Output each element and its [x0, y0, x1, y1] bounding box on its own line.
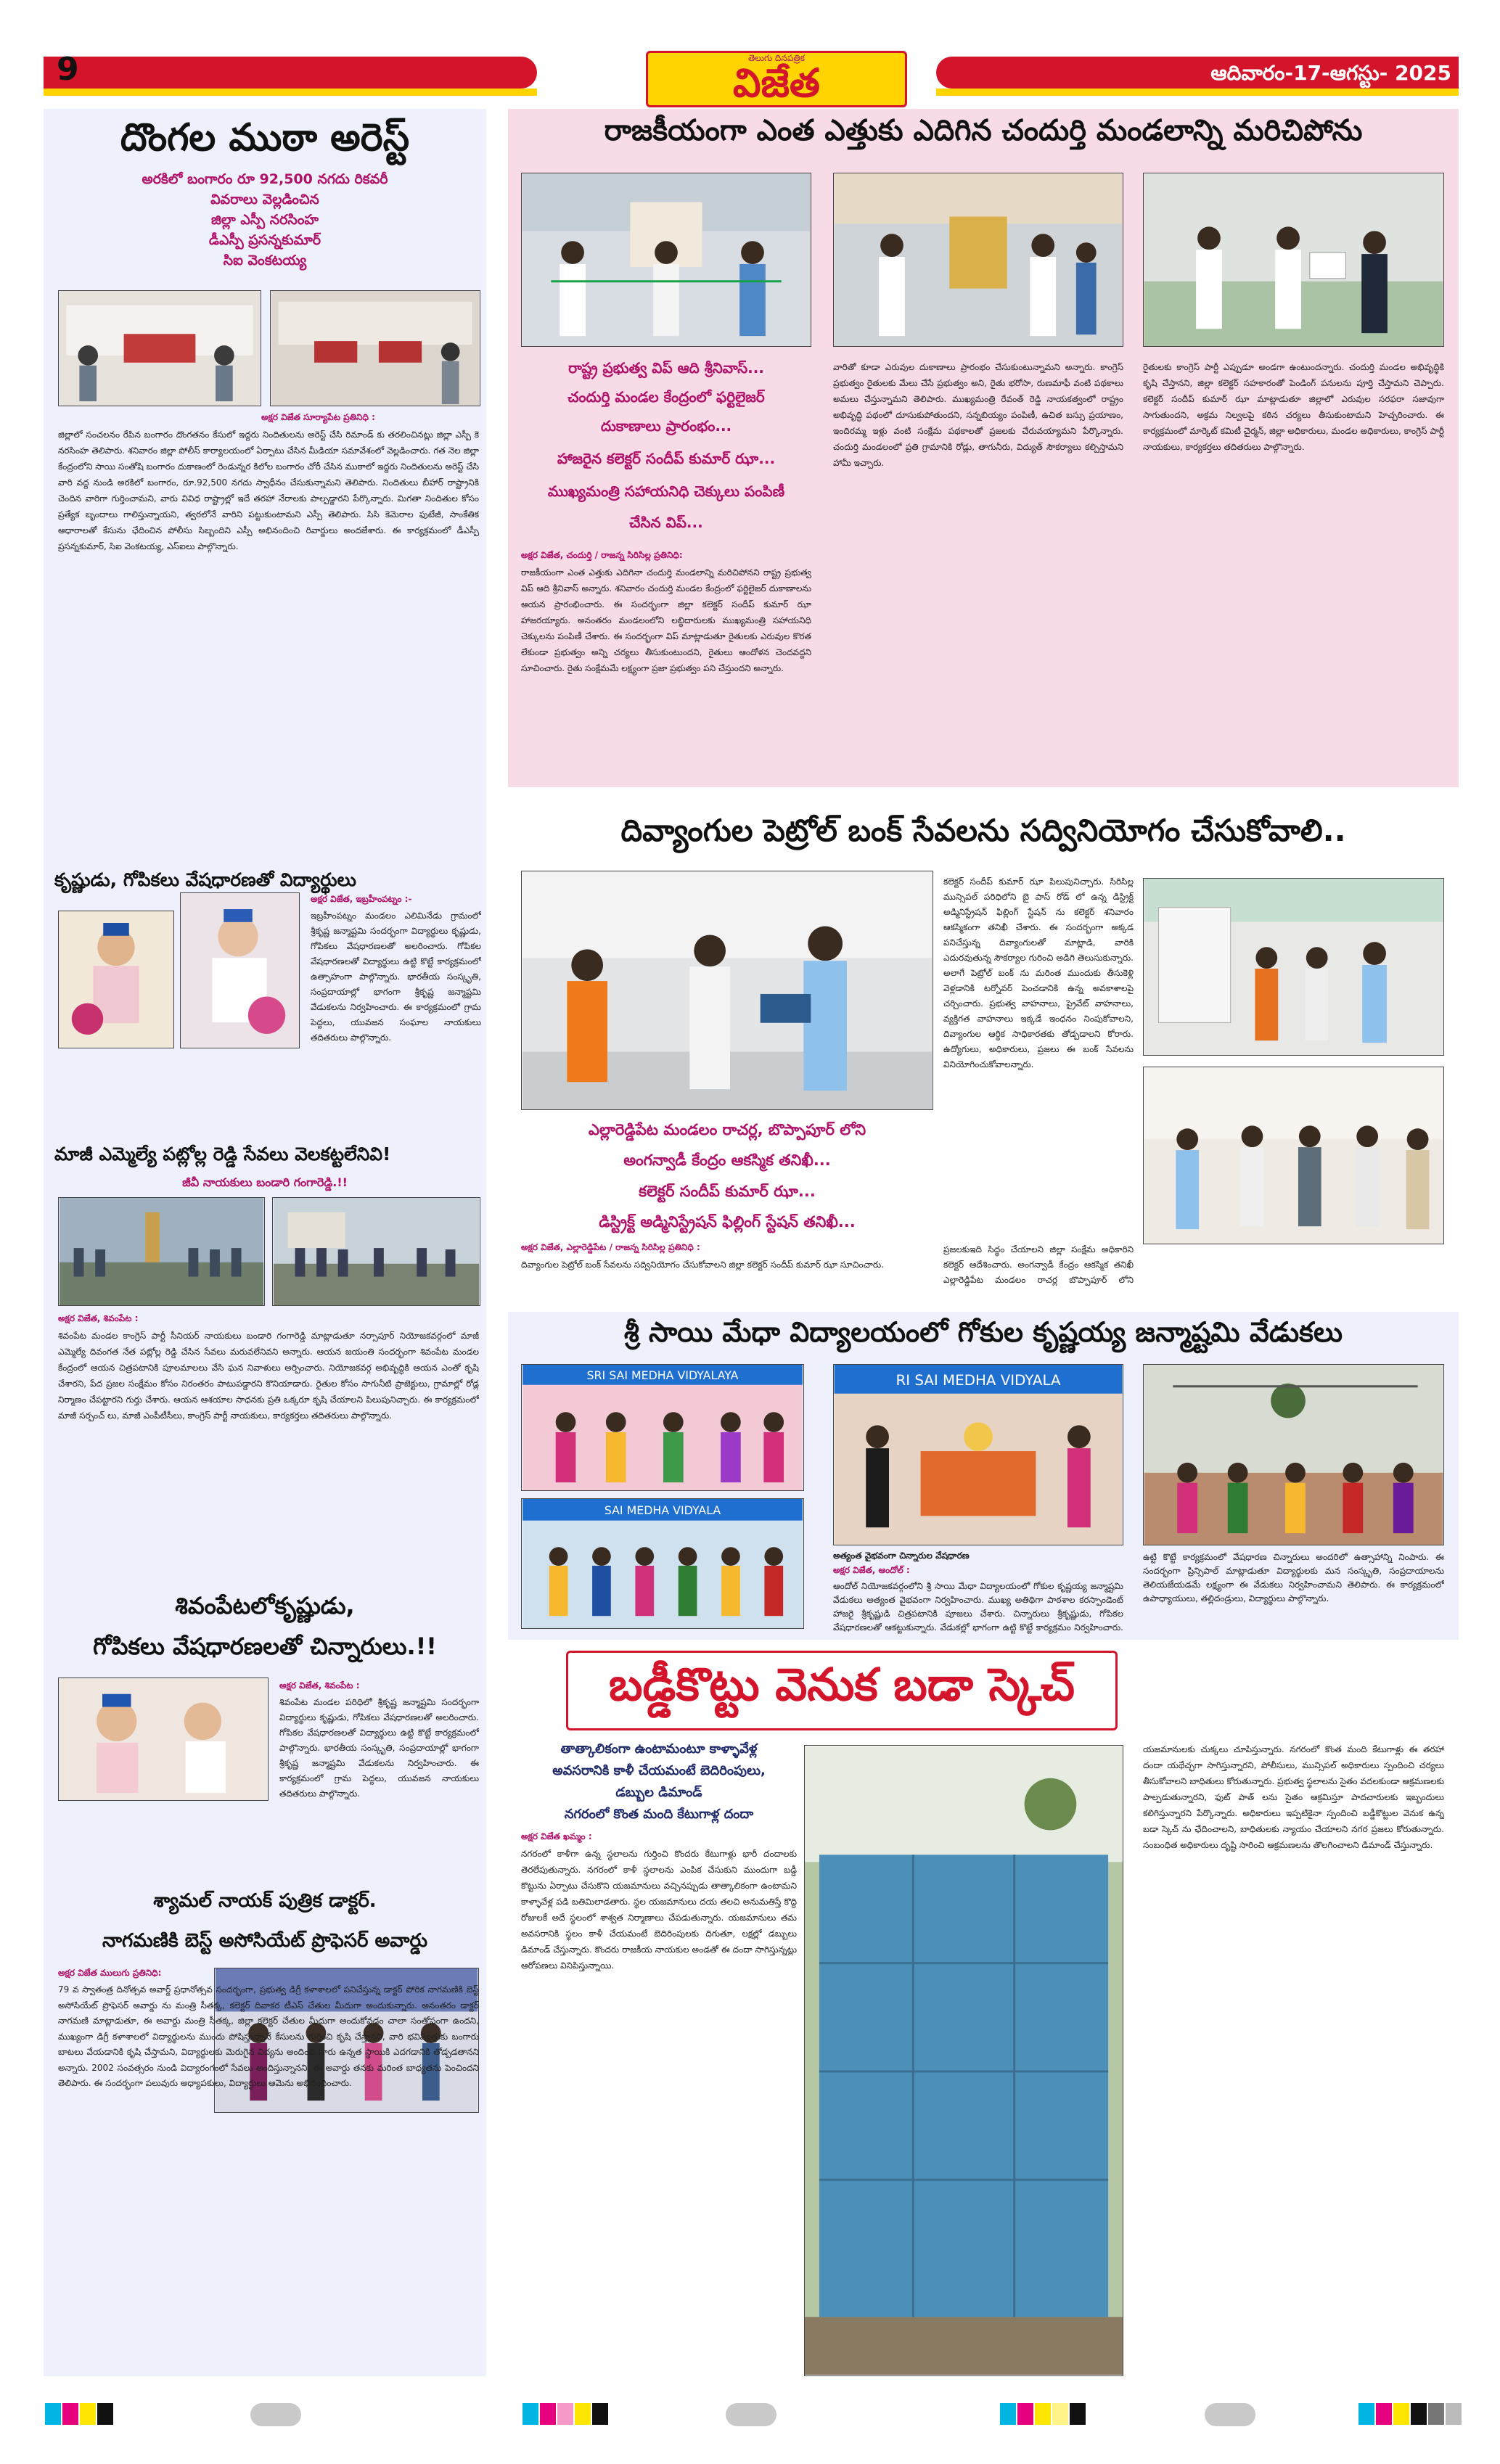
- reg-black-2: [592, 2403, 608, 2425]
- dongala-body: జిల్లాలో సంచలనం రేపిన బంగారం దొంగతనం కేసులో ఇద్దరు నిందితులను అరెస్ట్ చేసి రిమాండ్ కు తరలించినట్లు జిల్లా ఎస్పీ కె నరసింహ తెలిపారు. శనివారం జిల్లా పోలీస్ కార్యాలయంలో ఏర్పాటు చేసిన మీడియా సమావేశంలో వెల్లడించారు. గత నెల జిల్లా కేంద్రంలోని సాయి సంతోషి బంగారం దుకాణంలో రెండున్నర కిలోల బంగారం చోరీ చేసిన ముఠాలో ఇద్దరు నిందితులను అరెస్ట్ చేసి వారి వద్ద నుండి అరకిలో బంగారం, రూ.92,500 నగదు స్వాధీనం చేసుకున్నామని తెలిపారు. నిందితులు బీహార్ రాష్ట్రానికి చెందిన వారిగా గుర్తించామని, వారు వివిధ రాష్ట్రాల్లో ఇదే తరహా నేరాలకు పాల్పడ్డారని పేర్కొన్నారు. మిగతా నిందితుల కోసం ప్రత్యేక బృందాలు గాలిస్తున్నాయని, త్వరలోనే వారిని పట్టుకుంటామని ఎస్పీ తెలిపారు. సిసి కెమెరాల ఫుటేజీ, సాంకేతిక ఆధారాలతో కేసును ఛేదించిన పోలీసు సిబ్బందిని ఎస్పీ అభినందించి రివార్డులు అందజేశారు. ఈ కార్యక్రమంలో డీఎస్పీ ప్రసన్నకుమార్, సిఐ వెంకటయ్య, ఎస్ఐలు పాల్గొన్నారు.: [58, 430, 479, 551]
- divyang-col-2: ప్రజలకుఇది సిద్ధం చేయాలని జిల్లా సంక్షేమ అధికారిని కలెక్టర్ ఆదేశించారు. అంగన్వాడీ కేంద్రం ఆకస్మిక తనిఖీ ఎల్లారెడ్డిపేట మండలం రాచర్ల బొప్పాపూర్ లోని: [943, 1244, 1134, 1285]
- divyang-byline: అక్షర విజేత, ఎల్లారెడ్డిపేట / రాజన్న సిరిసిల్ల ప్రతినిధి :: [521, 1242, 700, 1252]
- reg-yellow-4: [1393, 2403, 1409, 2425]
- krishna1-byline: అక్షర విజేత, ఇబ్రహీంపట్నం :-: [311, 894, 412, 904]
- dongala-line-2: వివరాలు వెల్లడించిన: [210, 192, 319, 208]
- gokul-photo-2: [833, 1364, 1123, 1545]
- reg-yellow-2: [575, 2403, 591, 2425]
- shyamal-headline-1: శ్యామల్ నాయక్ పుత్రిక డాక్టర్.: [153, 1890, 377, 1912]
- gokul-photo-3: [1143, 1364, 1444, 1545]
- gokul-banner-2: RI SAI MEDHA VIDYALA: [896, 1371, 1061, 1389]
- divyang-col-1: కలెక్టర్ సందీప్ కుమార్ ఝా పిలుపునిచ్చారు. సిరిసిల్ల మున్సిపల్ పరిధిలోని బై పాస్ రోడ్ లో ఉన్న డిస్ట్రిక్ట్ అడ్మినిస్ట్రేషన్ ఫిల్లింగ్ స్టేషన్ ను కలెక్టర్ శనివారం ఆకస్మికంగా తనిఖీ చేశారు. ఈ సందర్భంగా అక్కడ పనిచేస్తున్న దివ్యాంగులతో మాట్లాడి, వారికి ఎదురవుతున్న సౌకర్యాల గురించి అడిగి తెలుసుకున్నారు. అలాగే పెట్రోల్ బంక్ ను మరింత ముందుకు తీసుకెళ్లి వెళ్లడానికి టర్నోవర్ పెంచడానికి ఉన్న అవకాశాలపై చర్చించారు. ప్రభుత్వ వాహనాలు, ప్రైవేట్ వాహనాలు, వ్యక్తిగత వాహనాలు ఇక్కడే ఇంధనం నింపుకోవాలని, దివ్యాంగుల ఆర్థిక సాధికారతకు తోడ్పడాలని కోరారు. ఉద్యోగులు, అధికారులు, ప్రజలు ఈ బంక్ సేవలను వినియోగించుకోవాలన్నారు.: [943, 876, 1134, 1069]
- divyang-caption-2: అంగన్వాడీ కేంద్రం ఆకస్మిక తనిఖీ...: [623, 1151, 831, 1169]
- baddi-deck-1: తాత్కాలికంగా ఉంటామంటూ కాళ్ళావేళ్ల: [560, 1741, 758, 1757]
- chandurthi-col-1: రాజకీయంగా ఎంత ఎత్తుకు ఎదిగినా చందుర్తి మండలాన్ని మరిచిపోనని రాష్ట్ర ప్రభుత్వ విప్ ఆది శ్రీనివాస్ అన్నారు. శనివారం చందుర్తి మండల కేంద్రంలో ఫర్టిలైజర్ దుకాణాలను ఆయన ప్రారంభించారు. ఈ సందర్భంగా జిల్లా కలెక్టర్ సందీప్ కుమార్ ఝా హాజరయ్యారు. అనంతరం మండలంలోని లబ్ధిదారులకు ముఖ్యమంత్రి సహాయనిధి చెక్కులను పంపిణీ చేశారు. ఈ సందర్భంగా విప్ మాట్లాడుతూ రైతులకు ఎరువుల కొరత లేకుండా ప్రభుత్వం అన్ని చర్యలు తీసుకుంటుందని, రైతులు ఆందోళన చెందవద్దని సూచించారు. రైతు సంక్షేమమే లక్ష్యంగా ప్రజా ప్రభుత్వం పని చేస్తుందని అన్నారు.: [521, 567, 811, 673]
- reg-magenta-3: [1017, 2403, 1033, 2425]
- reg-black-1: [97, 2403, 113, 2425]
- dongala-photo-1: [58, 290, 261, 406]
- shivampet-body: శివంపేట మండల పరిధిలో శ్రీకృష్ణ జన్మాష్టమి సందర్భంగా విద్యార్థులు కృష్ణుడు, గోపికలు వేషధారణలతో అలరించారు. గోపికల వేషధారణలతో విద్యార్థులు ఉట్టి కొట్టే కార్యక్రమంలో పాల్గొన్నారు. భారతీయ సంస్కృతి, సంప్రదాయాల్లో భాగంగా శ్రీకృష్ణ జన్మాష్టమి వేడుకలను నిర్వహించారు. ఈ కార్యక్రమంలో గ్రామ పెద్దలు, యువజన నాయకులు తదితరులు పాల్గొన్నారు.: [279, 1697, 479, 1799]
- shyamal-headline-2: నాగమణికి బెస్ట్ అసోసియేట్ ప్రొఫెసర్ అవార్డు: [102, 1930, 427, 1952]
- divyang-intro: దివ్యాంగుల పెట్రోల్ బంక్ సేవలను సద్వినియోగం చేసుకోవాలని జిల్లా కలెక్టర్ సందీప్ కుమార్ ఝా సూచించారు.: [521, 1260, 884, 1270]
- krishna1-photo-1: [58, 911, 174, 1048]
- chandurthi-col-2: వారితో కూడా ఎరువుల దుకాణాలు ప్రారంభం చేసుకుంటున్నామని అన్నారు. కాంగ్రెస్ ప్రభుత్వం రైతులకు మేలు చేసే ప్రభుత్వం అని, రైతు భరోసా, రుణమాఫీ వంటి పథకాలు అమలు చేస్తున్నామని తెలిపారు. ముఖ్యమంత్రి రేవంత్ రెడ్డి నాయకత్వంలో రాష్ట్రం అభివృద్ధి పథంలో దూసుకుపోతుందని, సన్నబియ్యం పంపిణీ, ఉచిత బస్సు ప్రయాణం, ఇందిరమ్మ ఇళ్లు వంటి సంక్షేమ పథకాలతో ప్రజలకు చేరువయ్యామని పేర్కొన్నారు. చందుర్తి మండలంలో ప్రతి గ్రామానికి రోడ్లు, తాగునీరు, విద్యుత్ సౌకర్యాలు కల్పిస్తామని హామీ ఇచ్చారు.: [833, 362, 1123, 468]
- chandurthi-caption-4: హాజరైన కలెక్టర్ సందీప్ కుమార్ ఝా...: [557, 450, 776, 467]
- maji-headline: మాజీ ఎమ్మెల్యే పట్లోల్ల రెడ్డి సేవలు వెలకట్టలేనివి!: [54, 1143, 391, 1165]
- shyamal-body: 79 వ స్వాతంత్ర దినోత్సవ అవార్డ్ ప్రధానోత్సవ సందర్భంగా, ప్రభుత్వ డిగ్రీ కళాశాలలో పనిచేస్తున్న డాక్టర్ పోరిక నాగమణికి బెస్ట్ అసోసియేట్ ప్రొఫెసర్ అవార్డు ను మంత్రి సీతక్క, కలెక్టర్ దివాకర టీఎస్ చేతుల మీదుగా అందుకున్నారు. అనంతరం డాక్టర్ నాగమణి మాట్లాడుతూ, ఈ అవార్డు మంత్రి సీతక్క, జిల్లా కలెక్టర్ చేతుల మీదుగా అందుకోవడం చాలా సంతోషంగా ఉందని, ముఖ్యంగా డిగ్రీ కళాశాలలో విద్యార్థులను ముందు పోషిస్తున్నానే కేసులను గుర్తించి కృషి చేస్తానని, వారి భవిష్యత్తుకు బంగారు బాటలు వేయడానికి కృషి చేస్తామని, విద్యార్థులకు మెరుగైన విద్యను అందించి వారు ఉన్నత స్థాయికి ఎదగడానికి తోడ్పడతానని అన్నారు. 2002 సంవత్సరం నుండి విద్యారంగంలో సేవలు అందిస్తున్నానని, ఈ అవార్డు తనకు మరింత బాధ్యతను పెంచిందని తెలిపారు. ఈ సందర్భంగా పలువురు అధ్యాపకులు, విద్యార్థులు ఆమెను అభినందించారు.: [58, 1984, 479, 2088]
- divyang-headline: దివ్యాంగుల పెట్రోల్ బంక్ సేవలను సద్వినియోగం చేసుకోవాలి..: [620, 813, 1346, 848]
- reg-pill-2: [726, 2403, 776, 2426]
- chandurthi-headline: రాజకీయంగా ఎంత ఎత్తుకు ఎదిగిన చందుర్తి మండలాన్ని మరిచిపోను: [604, 114, 1363, 147]
- chandurthi-caption-6: చేసిన విప్...: [629, 514, 703, 531]
- dongala-byline: అక్షర విజేత సూర్యాపేట ప్రతినిధి :: [261, 412, 375, 422]
- dongala-photo-2: [270, 290, 480, 406]
- baddi-byline: అక్షర విజేత ఖమ్మం :: [521, 1831, 592, 1841]
- gokul-photo-1: [521, 1364, 804, 1491]
- masthead-left-band: [44, 57, 537, 89]
- reg-black-4: [1411, 2403, 1427, 2425]
- dongala-line-4: డీఎస్పీ ప్రసన్నకుమార్: [208, 232, 321, 248]
- gokul-byline: అక్షర విజేత, ఆందోల్ :: [833, 1565, 910, 1575]
- krishna1-headline: కృష్ణుడు, గోపికలు వేషధారణతో విద్యార్థులు: [54, 869, 356, 890]
- chandurthi-caption-2: చందుర్తి మండల కేంద్రంలో ఫర్టిలైజర్: [567, 388, 765, 406]
- baddi-col-1: నగరంలో కాళీగా ఉన్న స్థలాలను గుర్తించి కొందరు కేటుగాళ్లు భారీ దందాలకు తెరలేపుతున్నారు. నగరంలో కాళీ స్థలాలను ఎంపిక చేసుకుని ముందుగా బడ్డీ కొట్టును ఏర్పాటు చేసుకొని యజమానులు వచ్చినప్పుడు తాత్కాలికంగా ఉంటామని కాళ్ళావేళ్ల పడి బతిమిలాడతారు. స్థల యజమానులు దయ తలచి అనుమతిస్తే కొద్ది రోజులకే అదే స్థలంలో శాశ్వత నిర్మాణాలు చేపడుతున్నారు. యజమానులు తమ అవసరానికి స్థలం కాళీ చేయమంటే బెదిరింపులకు దిగుతూ, లక్షల్లో డబ్బులు డిమాండ్ చేస్తున్నారు. కొందరు రాజకీయ నాయకుల అండతో ఈ దందా సాగిస్తున్నట్లు ఆరోపణలు వినిపిస్తున్నాయి.: [521, 1849, 797, 1971]
- maji-photo-2: [272, 1197, 480, 1306]
- reg-cyan-3: [1000, 2403, 1016, 2425]
- issue-date: ఆదివారం-17-ఆగస్టు- 2025: [1210, 61, 1451, 85]
- baddi-photo: [804, 1745, 1123, 2376]
- maji-photo-1: [58, 1197, 265, 1306]
- reg-pink-2: [557, 2403, 573, 2425]
- gokul-col-2: ఆందోల్ నియోజకవర్గంలోని శ్రీ సాయి మేధా విద్యాలయంలో గోకుల కృష్ణయ్య జన్మాష్టమి వేడుకలు అత్యంత వైభవంగా నిర్వహించారు. ముఖ్య అతిథిగా పాఠశాల కరస్పాండెంట్ హాజరై శ్రీకృష్ణుడి చిత్రపటానికి పూజలు చేశారు. చిన్నారులు శ్రీకృష్ణుడు, గోపికల వేషధారణలతో ఆకట్టుకున్నారు. వేడుకల్లో భాగంగా ఉట్టి కొట్టే కార్యక్రమం నిర్వహించారు.: [833, 1581, 1123, 1633]
- maji-byline: అక్షర విజేత, శివంపేట :: [58, 1313, 139, 1323]
- shivampet-photo: [58, 1677, 269, 1801]
- chandurthi-caption-3: దుకాణాలు ప్రారంభం...: [600, 417, 732, 435]
- reg-magenta-2: [540, 2403, 556, 2425]
- gokul-headline: శ్రీ సాయి మేధా విద్యాలయంలో గోకుల కృష్ణయ్య జన్మాష్టమి వేడుకలు: [623, 1316, 1343, 1348]
- reg-pill-3: [1205, 2403, 1255, 2426]
- dongala-headline: దొంగల ముఠా అరెస్ట్: [120, 116, 410, 160]
- krishna1-photo-2: [180, 892, 300, 1048]
- logo-tag: తెలుగు దినపత్రిక: [747, 53, 806, 63]
- maji-sub: జీవీ నాయకులు బండారి గంగారెడ్డి.!!: [182, 1175, 348, 1189]
- chandurthi-photo-1: [521, 173, 811, 347]
- chandurthi-caption-1: రాష్ట్ర ప్రభుత్వ విప్ ఆది శ్రీనివాస్...: [568, 359, 764, 377]
- shivampet-headline-2: గోపికలు వేషధారణలతో చిన్నారులు.!!: [93, 1633, 437, 1660]
- dongala-line-1: అరకిలో బంగారం రూ 92,500 నగదు రికవరీ: [142, 171, 388, 187]
- dongala-line-3: జిల్లా ఎస్పీ నరసింహ: [211, 212, 319, 228]
- maji-body: శివంపేట మండల కాంగ్రెస్ పార్టీ సీనియర్ నాయకులు బండారి గంగారెడ్డి మాట్లాడుతూ నర్సాపూర్ నియోజకవర్గంలో మాజీ ఎమ్మెల్యే దివంగత నేత పట్లోల్ల రెడ్డి చేసిన సేవలు మరువలేనివని అన్నారు. ఆయన జయంతి సందర్భంగా శివంపేట మండల కేంద్రంలో ఆయన చిత్రపటానికి పూలమాలలు వేసి ఘన నివాళులు అర్పించారు. నియోజకవర్గ అభివృద్ధికి ఆయన ఎంతో కృషి చేశారని, పేద ప్రజల సంక్షేమం కోసం నిరంతరం పాటుపడ్డారని కొనియాడారు. రైతుల కోసం సాగునీటి ప్రాజెక్టులు, గ్రామాల్లో రోడ్ల నిర్మాణం చేపట్టారని గుర్తు చేశారు. ఆయన ఆశయాల సాధనకు ప్రతి ఒక్కరూ కృషి చేయాలని పిలుపునిచ్చారు. ఈ కార్యక్రమంలో మాజీ సర్పంచ్ లు, మాజీ ఎంపీటీసీలు, కాంగ్రెస్ పార్టీ నాయకులు, కార్యకర్తలు తదితరులు పాల్గొన్నారు.: [58, 1331, 479, 1421]
- reg-magenta-4: [1376, 2403, 1392, 2425]
- logo-text: విజేత: [733, 60, 820, 106]
- masthead: [44, 51, 1459, 112]
- dongala-line-5: సిఐ వెంకటయ్య: [223, 252, 307, 268]
- gokul-banner-3: SAI MEDHA VIDYALA: [604, 1503, 721, 1517]
- divyang-caption-1: ఎల్లారెడ్డిపేట మండలం రాచర్ల, బొప్పాపూర్ లోని: [588, 1121, 866, 1138]
- chandurthi-caption-5: ముఖ్యమంత్రి సహాయనిధి చెక్కులు పంపిణీ: [547, 482, 785, 500]
- gokul-photo-4: [521, 1498, 804, 1629]
- divyang-photo-3: [1143, 1067, 1444, 1244]
- chandurthi-col-3: రైతులకు కాంగ్రెస్ పార్టీ ఎప్పుడూ అండగా ఉంటుందన్నారు. చందుర్తి మండల అభివృద్ధికి కృషి చేస్తానని, జిల్లా కలెక్టర్ సహకారంతో పెండింగ్ పనులను పూర్తి చేస్తామని చెప్పారు. కలెక్టర్ సందీప్ కుమార్ ఝా మాట్లాడుతూ జిల్లాలో ఎరువుల సరఫరా సజావుగా సాగుతుందని, అక్రమ నిల్వలపై కఠిన చర్యలు తీసుకుంటామని హెచ్చరించారు. ఈ కార్యక్రమంలో మార్కెట్ కమిటీ చైర్మన్, జిల్లా అధికారులు, మండల అధికారులు, కాంగ్రెస్ పార్టీ నాయకులు, కార్యకర్తలు తదితరులు పాల్గొన్నారు.: [1143, 362, 1444, 452]
- reg-yellow-3: [1035, 2403, 1051, 2425]
- baddi-col-2: యజమానులకు చుక్కలు చూపిస్తున్నారు. నగరంలో కొంత మంది కేటుగాళ్లు ఈ తరహా దందా యథేచ్ఛగా సాగిస్తున్నారని, పోలీసులు, మున్సిపల్ అధికారులు స్పందించి చర్యలు తీసుకోవాలని బాధితులు కోరుతున్నారు. ప్రభుత్వ స్థలాలను సైతం వదలకుండా ఆక్రమణలకు పాల్పడుతున్నారని, ఫుట్ పాత్ లను సైతం ఆక్రమిస్తూ పాదచారులకు ఇబ్బందులు కలిగిస్తున్నారని పేర్కొన్నారు. అధికారులు ఇప్పటికైనా స్పందించి బడ్డీకొట్టుల వెనుక ఉన్న బడా స్కెచ్ ను ఛేదించాలని, బాధితులకు న్యాయం చేయాలని నగర ప్రజలు కోరుతున్నారు. సంబంధిత అధికారులు దృష్టి సారించి ఆక్రమణలను తొలగించాలని డిమాండ్ చేస్తున్నారు.: [1143, 1744, 1444, 1850]
- divyang-caption-3: కలెక్టర్ సందీప్ కుమార్ ఝా...: [639, 1183, 816, 1200]
- reg-cyan-1: [45, 2403, 61, 2425]
- gokul-banner-1: SRI SAI MEDHA VIDYALAYA: [586, 1368, 739, 1382]
- reg-yellow-1: [80, 2403, 96, 2425]
- reg-black-3: [1070, 2403, 1086, 2425]
- divyang-photo-main: [521, 871, 933, 1110]
- shyamal-byline: అక్షర విజేత ములుగు ప్రతినిధి:: [58, 1968, 162, 1978]
- divyang-photo-2: [1143, 878, 1444, 1056]
- masthead-logo: [646, 51, 907, 107]
- gokul-col-3: ఉట్టి కొట్టే కార్యక్రమంలో వేషధారణ చిన్నారులు అందరిలో ఉత్సాహాన్ని నింపారు. ఈ సందర్భంగా ప్రిన్సిపాల్ మాట్లాడుతూ విద్యార్థులకు మన సంస్కృతి, సంప్రదాయాలను తెలియజేయడమే లక్ష్యంగా ఈ వేడుకలు నిర్వహించామని తెలిపారు. ఈ కార్యక్రమంలో ఉపాధ్యాయులు, తల్లిదండ్రులు, విద్యార్థులు పాల్గొన్నారు.: [1143, 1552, 1444, 1603]
- chandurthi-photo-2: [833, 173, 1123, 347]
- reg-cyan-4: [1358, 2403, 1374, 2425]
- reg-magenta-1: [62, 2403, 78, 2425]
- reg-gray-4: [1428, 2403, 1444, 2425]
- masthead-left-band-yellow: [44, 89, 537, 96]
- reg-cyan-2: [522, 2403, 538, 2425]
- krishna1-body: ఇబ్రహీంపట్నం మండలం ఎలిమినేడు గ్రామంలో శ్రీకృష్ణ జన్మాష్టమి సందర్భంగా విద్యార్థులు కృష్ణుడు, గోపికలు వేషధారణలతో అలరించారు. గోపికల వేషధారణలతో విద్యార్థులు ఉట్టి కొట్టే కార్యక్రమంలో ఉత్సాహంగా పాల్గొన్నారు. భారతీయ సంస్కృతి, సంప్రదాయాల్లో భాగంగా శ్రీకృష్ణ జన్మాష్టమి వేడుకలను నిర్వహించారు. ఈ కార్యక్రమంలో గ్రామ పెద్దలు, యువజన సంఘాల నాయకులు తదితరులు పాల్గొన్నారు.: [311, 911, 481, 1043]
- divyang-caption-4: డిస్ట్రిక్ట్ అడ్మినిస్ట్రేషన్ ఫిల్లింగ్ స్టేషన్ తనిఖీ...: [599, 1213, 856, 1231]
- chandurthi-photo-3: [1143, 173, 1444, 347]
- footer-marks: [0, 2394, 1500, 2438]
- baddi-deck-4: నగరంలో కొంత మంది కేటుగాళ్ల దందా: [564, 1807, 754, 1822]
- reg-pill-1: [250, 2403, 301, 2426]
- shivampet-byline: అక్షర విజేత, శివంపేట :: [279, 1680, 360, 1691]
- reg-lightyellow-3: [1052, 2403, 1068, 2425]
- gokul-caption: అత్యంత వైభవంగా చిన్నారుల వేషధారణ: [833, 1551, 970, 1561]
- chandurthi-byline: అక్షర విజేత, చందుర్తి / రాజన్న సిరిసిల్ల ప్రతినిధి:: [521, 550, 683, 560]
- baddi-headline: బడ్డీకొట్టు వెనుక బడా స్కెచ్: [609, 1658, 1075, 1711]
- baddi-deck-2: అవసరానికి కాళీ చేయమంటే బెదిరింపులు,: [552, 1763, 766, 1778]
- reg-lightgray-4: [1446, 2403, 1462, 2425]
- shivampet-headline-1: శివంపేటలోకృష్ణుడు,: [175, 1592, 355, 1619]
- page-number: 9: [57, 51, 79, 88]
- baddi-deck-3: డబ్బుల డిమాండ్: [615, 1785, 702, 1800]
